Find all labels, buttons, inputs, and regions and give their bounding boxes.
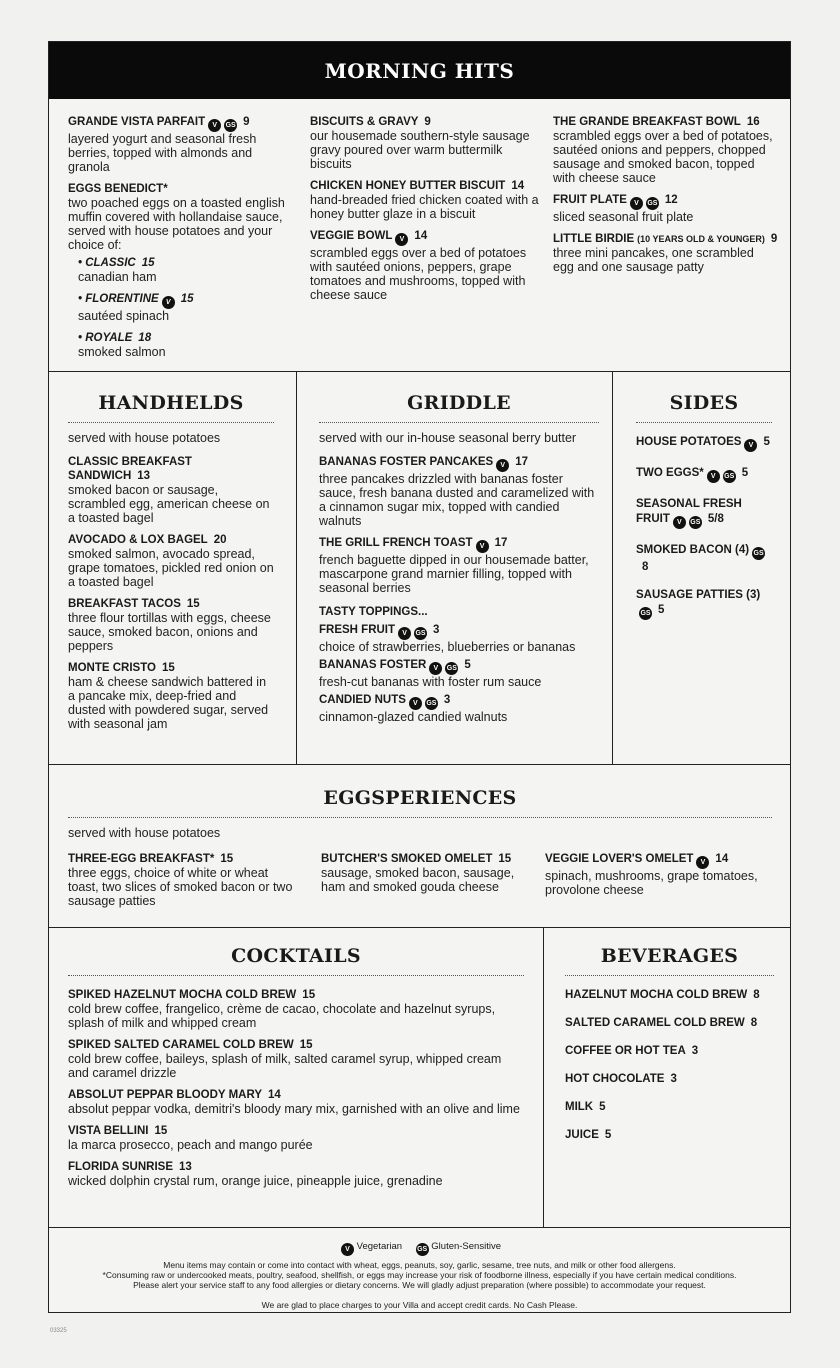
item-title: THREE-EGG BREAKFAST*: [68, 853, 215, 865]
item-description: canadian ham: [78, 270, 157, 284]
item-description: ham & cheese sandwich battered in a pancake mix, deep-fried and dusted with powdered sugar, served with seasonal jam: [68, 675, 269, 731]
dotted-rule: [68, 817, 772, 818]
menu-item: [68, 597, 274, 653]
menu-item: [319, 623, 599, 654]
sides-section: [636, 392, 772, 634]
item-title: LITTLE BIRDIE: [553, 233, 635, 245]
item-name: [78, 256, 293, 270]
item-price: 17: [494, 537, 508, 549]
beverages-section: [565, 945, 774, 1156]
item-price: 5: [741, 467, 749, 479]
item-title: VISTA BELLINI: [68, 1125, 149, 1137]
item-price: 8: [750, 1017, 758, 1029]
item-price: 14: [268, 1089, 281, 1101]
handhelds-section: [68, 392, 274, 739]
item-price: 5: [658, 603, 665, 616]
item-title: SPIKED SALTED CARAMEL COLD BREW: [68, 1039, 294, 1051]
item-name: [68, 1160, 524, 1174]
vegetarian-icon: V: [208, 119, 221, 132]
eggs-item-1: [68, 852, 298, 916]
item-name: [636, 543, 772, 575]
item-name: [319, 623, 599, 640]
item-title: BISCUITS & GRAVY: [310, 116, 419, 128]
item-title: CLASSIC BREAKFAST SANDWICH: [68, 456, 192, 482]
menu-item: [68, 1160, 524, 1188]
item-name: [310, 115, 540, 129]
allergen-note: Menu items may contain or come into contact with wheat, eggs, peanuts, soy, garlic, sesame, tree nuts, and milk or other food allergens.: [163, 1260, 676, 1270]
item-description: cinnamon-glazed candied walnuts: [319, 710, 508, 724]
toppings-title: TASTY TOPPINGS...: [319, 606, 428, 618]
menu-item: [310, 229, 540, 302]
item-price: 5: [604, 1129, 612, 1141]
handhelds-title: HANDHELDS: [98, 392, 244, 414]
item-description: cold brew coffee, frangelico, crème de cacao, chocolate and hazelnut syrups, splash of milk and whipped cream: [68, 1002, 496, 1030]
item-title: BANANAS FOSTER: [319, 659, 427, 671]
vegetarian-icon: V: [496, 459, 509, 472]
item-price: 5/8: [707, 512, 724, 525]
menu-item: [68, 1124, 524, 1152]
eggsperiences-title: EGGSPERIENCES: [323, 787, 517, 809]
item-price: 3: [691, 1045, 699, 1057]
item-description: smoked salmon: [78, 345, 166, 359]
menu-item: [565, 1072, 774, 1086]
item-name: [68, 455, 274, 483]
morning-col-2: [310, 115, 540, 310]
item-price: 9: [243, 116, 250, 128]
item-name: [68, 852, 298, 866]
item-name: [319, 455, 599, 472]
item-name: [321, 852, 526, 866]
item-name: [68, 597, 274, 611]
item-price: 15: [302, 989, 316, 1001]
item-name: [553, 193, 778, 210]
menu-item: [565, 1100, 774, 1114]
gluten-sensitive-icon: GS: [752, 547, 765, 560]
vegetarian-icon: V: [476, 540, 489, 553]
vegetarian-icon: V: [395, 233, 408, 246]
gluten-sensitive-icon: GS: [425, 697, 438, 710]
menu-item: [636, 435, 772, 452]
payment-note: We are glad to place charges to your Villa and accept credit cards. No Cash Please.: [261, 1300, 578, 1310]
item-name: [68, 533, 274, 547]
menu-item: [68, 1088, 524, 1116]
item-description: three flour tortillas with eggs, cheese sauce, smoked bacon, onions and peppers: [68, 611, 271, 653]
legend: [49, 1241, 790, 1256]
item-name: [68, 182, 293, 196]
handhelds-note: served with house potatoes: [68, 431, 221, 445]
item-price: 15: [180, 293, 194, 305]
menu-item: [68, 182, 293, 359]
item-price: 5: [464, 659, 471, 671]
item-price: 15: [141, 257, 155, 269]
item-description: scrambled eggs over a bed of potatoes, sautéed onions and peppers, chopped sausage and smoked bacon, topped with cheese sauce: [553, 129, 773, 185]
item-title: FRESH FRUIT: [319, 624, 396, 636]
menu-frame: [48, 41, 791, 1313]
item-name: [565, 1044, 774, 1058]
item-description: sliced seasonal fruit plate: [553, 210, 694, 224]
item-description: sausage, smoked bacon, sausage, ham and smoked gouda cheese: [321, 866, 515, 894]
morning-col-1: [68, 115, 293, 367]
vegetarian-icon: V: [341, 1243, 354, 1256]
item-name: [319, 693, 599, 710]
griddle-title: GRIDDLE: [407, 392, 511, 414]
item-price: 3: [670, 1073, 677, 1085]
divider: [49, 371, 790, 372]
item-title: HOUSE POTATOES: [636, 436, 742, 448]
item-name: [636, 497, 772, 529]
menu-item: [319, 455, 599, 528]
item-title: THE GRANDE BREAKFAST BOWL: [553, 116, 741, 128]
item-description: sautéed spinach: [78, 309, 170, 323]
item-name: [78, 331, 293, 345]
menu-item: [553, 232, 778, 274]
item-name: [319, 658, 599, 675]
item-title: MONTE CRISTO: [68, 662, 156, 674]
griddle-note: served with our in-house seasonal berry butter: [319, 431, 577, 445]
item-name: [310, 179, 540, 193]
menu-item: [319, 536, 599, 595]
menu-item: [636, 588, 772, 620]
raw-warning: *Consuming raw or undercooked meats, poultry, seafood, shellfish, or eggs may increase your risk of foodborne illness, especially if you have certain medical conditions.: [102, 1270, 737, 1280]
item-description: la marca prosecco, peach and mango purée: [68, 1138, 313, 1152]
dotted-rule: [68, 422, 274, 423]
footer: [49, 1241, 790, 1310]
item-name: [68, 1088, 524, 1102]
item-name: [68, 115, 293, 132]
item-title: CANDIED NUTS: [319, 694, 406, 706]
cocktails-list: [68, 988, 524, 1188]
vegetarian-icon: V: [409, 697, 422, 710]
menu-item: [636, 466, 772, 483]
item-title: HOT CHOCOLATE: [565, 1073, 665, 1085]
item-title: EGGS BENEDICT*: [68, 183, 168, 195]
item-title: BUTCHER'S SMOKED OMELET: [321, 853, 493, 865]
item-description: wicked dolphin crystal rum, orange juice, pineapple juice, grenadine: [68, 1174, 443, 1188]
item-description: three mini pancakes, one scrambled egg and one sausage patty: [553, 246, 754, 274]
vegetarian-icon: V: [162, 296, 175, 309]
item-title: SMOKED BACON (4): [636, 543, 750, 556]
item-age-note: (10 YEARS OLD & YOUNGER): [637, 234, 765, 244]
item-title: FLORIDA SUNRISE: [68, 1161, 173, 1173]
item-name: [565, 988, 774, 1002]
gluten-sensitive-icon: GS: [416, 1243, 429, 1256]
gluten-sensitive-icon: GS: [445, 662, 458, 675]
item-title: VEGGIE LOVER'S OMELET: [545, 853, 694, 865]
item-description: three eggs, choice of white or wheat toast, two slices of smoked bacon or two sausage patties: [68, 866, 293, 908]
item-title: JUICE: [565, 1129, 599, 1141]
item-title: SEASONAL FRESH FRUIT: [636, 498, 742, 525]
menu-item: [68, 852, 298, 908]
morning-hits-banner: [49, 42, 790, 99]
gluten-sensitive-icon: GS: [646, 197, 659, 210]
item-title: AVOCADO & LOX BAGEL: [68, 534, 208, 546]
item-description: cold brew coffee, baileys, splash of milk, salted caramel syrup, whipped cream and caramel drizzle: [68, 1052, 502, 1080]
vegetarian-icon: V: [744, 439, 757, 452]
item-name: [636, 588, 772, 620]
item-price: 14: [715, 853, 729, 865]
item-title: • ROYALE: [78, 332, 133, 344]
gluten-sensitive-icon: GS: [224, 119, 237, 132]
item-title: • CLASSIC: [78, 257, 136, 269]
menu-item: [319, 693, 599, 724]
item-title: THE GRILL FRENCH TOAST: [319, 537, 473, 549]
item-name: [636, 466, 772, 483]
item-title: BANANAS FOSTER PANCAKES: [319, 456, 494, 468]
item-title: TWO EGGS*: [636, 467, 704, 479]
item-price: 12: [664, 194, 678, 206]
item-description: two poached eggs on a toasted english muffin covered with hollandaise sauce, served with house potatoes and your choice of:: [68, 196, 285, 252]
item-description: layered yogurt and seasonal fresh berries, topped with almonds and granola: [68, 132, 257, 174]
item-description: fresh-cut bananas with foster rum sauce: [319, 675, 542, 689]
menu-item: [68, 988, 524, 1030]
legend-gluten-sensitive: Gluten-Sensitive: [431, 1241, 501, 1252]
legend-vegetarian: Vegetarian: [356, 1241, 403, 1252]
item-description: three pancakes drizzled with bananas foster sauce, fresh banana dusted and caramelized with a cinnamon sugar mix, topped with candied walnuts: [319, 472, 595, 528]
item-name: [68, 1124, 524, 1138]
menu-item: [68, 1038, 524, 1080]
vegetarian-icon: V: [696, 856, 709, 869]
item-title: SAUSAGE PATTIES (3): [636, 589, 761, 601]
item-name: [565, 1016, 774, 1030]
dotted-rule: [319, 422, 599, 423]
item-title: VEGGIE BOWL: [310, 230, 393, 242]
item-price: 15: [299, 1039, 313, 1051]
item-title: CHICKEN HONEY BUTTER BISCUIT: [310, 180, 506, 192]
vegetarian-icon: V: [398, 627, 411, 640]
item-name: [565, 1100, 774, 1114]
item-price: 15: [154, 1125, 168, 1137]
item-price: 14: [511, 180, 525, 192]
item-price: 5: [763, 436, 770, 448]
item-title: ABSOLUT PEPPAR BLOODY MARY: [68, 1089, 263, 1101]
item-name: [545, 852, 775, 869]
item-price: 17: [515, 456, 529, 468]
item-name: [553, 115, 778, 129]
item-price: 15: [161, 662, 175, 674]
menu-item: [310, 179, 540, 221]
item-title: MILK: [565, 1101, 594, 1113]
menu-item: [321, 852, 526, 894]
menu-item: [565, 1044, 774, 1058]
item-description: hand-breaded fried chicken coated with a honey butter glaze in a biscuit: [310, 193, 539, 221]
item-title: • FLORENTINE: [78, 293, 159, 305]
menu-item: [68, 115, 293, 174]
menu-item: [68, 455, 274, 525]
item-title: GRANDE VISTA PARFAIT: [68, 116, 206, 128]
handhelds-list: [68, 455, 274, 731]
item-description: smoked salmon, avocado spread, grape tomatoes, pickled red onion on a toasted bagel: [68, 547, 274, 589]
divider: [49, 1227, 790, 1228]
item-price: 13: [179, 1161, 192, 1173]
item-price: 3: [433, 624, 440, 636]
toppings-list: [319, 623, 599, 724]
item-name: [565, 1128, 774, 1142]
dotted-rule: [565, 975, 774, 976]
cocktails-title: COCKTAILS: [231, 945, 361, 967]
item-price: 13: [137, 470, 151, 482]
eggs-item-3: [545, 852, 775, 905]
item-price: 15: [220, 853, 234, 865]
gluten-sensitive-icon: GS: [639, 607, 652, 620]
item-price: 15: [498, 853, 512, 865]
menu-item: [68, 533, 274, 589]
item-name: [68, 1038, 524, 1052]
item-name: [319, 536, 599, 553]
item-name: [310, 229, 540, 246]
item-description: spinach, mushrooms, grape tomatoes, provolone cheese: [545, 869, 758, 897]
gluten-sensitive-icon: GS: [723, 470, 736, 483]
divider: [49, 764, 790, 765]
griddle-list: [319, 455, 599, 595]
item-price: 16: [746, 116, 760, 128]
item-title: HAZELNUT MOCHA COLD BREW: [565, 989, 748, 1001]
item-price: 9: [770, 233, 778, 245]
dotted-rule: [636, 422, 772, 423]
item-description: french baguette dipped in our housemade batter, mascarpone grand marnier filling, topped with seasonal berries: [319, 553, 589, 595]
eggsperiences-section: [68, 787, 772, 850]
item-name: [553, 232, 778, 246]
item-title: FRUIT PLATE: [553, 194, 627, 206]
menu-item: [545, 852, 775, 897]
item-price: 5: [599, 1101, 606, 1113]
dotted-rule: [68, 975, 524, 976]
item-name: [78, 292, 293, 309]
item-title: COFFEE OR HOT TEA: [565, 1045, 686, 1057]
item-price: 15: [186, 598, 200, 610]
sub-item: [78, 331, 293, 359]
sides-list: [636, 435, 772, 620]
item-description: choice of strawberries, blueberries or bananas: [319, 640, 576, 654]
vegetarian-icon: V: [630, 197, 643, 210]
item-title: SPIKED HAZELNUT MOCHA COLD BREW: [68, 989, 297, 1001]
morning-hits-title: MORNING HITS: [324, 58, 515, 83]
divider: [543, 927, 544, 1227]
item-description: our housemade southern-style sausage gravy poured over warm buttermilk biscuits: [310, 129, 530, 171]
menu-item: [319, 658, 599, 689]
menu-code: 03325: [50, 1328, 67, 1334]
item-description: absolut peppar vodka, demitri's bloody mary mix, garnished with an olive and lime: [68, 1102, 520, 1116]
vegetarian-icon: V: [707, 470, 720, 483]
item-name: [68, 988, 524, 1002]
item-name: [68, 661, 274, 675]
sides-title: SIDES: [669, 392, 739, 414]
menu-item: [565, 1128, 774, 1142]
item-price: 8: [753, 989, 760, 1001]
cocktails-section: [68, 945, 524, 1196]
item-description: scrambled eggs over a bed of potatoes with sautéed onions, peppers, grape tomatoes and mushrooms, topped with cheese sauce: [310, 246, 527, 302]
beverages-list: [565, 988, 774, 1142]
menu-item: [565, 1016, 774, 1030]
allergy-alert: Please alert your service staff to any food allergies or dietary concerns. We will gladly adjust preparation (where possible) to accommodate your request.: [133, 1280, 706, 1290]
sub-item: [78, 292, 293, 323]
gluten-sensitive-icon: GS: [689, 516, 702, 529]
item-price: 9: [424, 116, 431, 128]
divider: [49, 927, 790, 928]
vegetarian-icon: V: [673, 516, 686, 529]
menu-item: [636, 543, 772, 575]
item-price: 8: [642, 560, 649, 573]
item-price: 18: [138, 332, 152, 344]
menu-item: [553, 193, 778, 224]
item-description: smoked bacon or sausage, scrambled egg, american cheese on a toasted bagel: [68, 483, 270, 525]
item-name: [565, 1072, 774, 1086]
item-price: 20: [213, 534, 227, 546]
item-name: [636, 435, 772, 452]
divider: [612, 371, 613, 764]
menu-item: [68, 661, 274, 731]
menu-item: [553, 115, 778, 185]
menu-item: [565, 988, 774, 1002]
item-title: BREAKFAST TACOS: [68, 598, 181, 610]
eggsperiences-note: served with house potatoes: [68, 826, 221, 840]
eggs-item-2: [321, 852, 526, 902]
item-price: 3: [443, 694, 451, 706]
menu-item: [636, 497, 772, 529]
beverages-title: BEVERAGES: [600, 945, 739, 967]
item-price: 14: [414, 230, 428, 242]
morning-col-3: [553, 115, 778, 282]
divider: [296, 371, 297, 764]
sub-item: [78, 256, 293, 284]
griddle-section: [319, 392, 599, 728]
vegetarian-icon: V: [429, 662, 442, 675]
item-title: SALTED CARAMEL COLD BREW: [565, 1017, 745, 1029]
menu-item: [310, 115, 540, 171]
gluten-sensitive-icon: GS: [414, 627, 427, 640]
